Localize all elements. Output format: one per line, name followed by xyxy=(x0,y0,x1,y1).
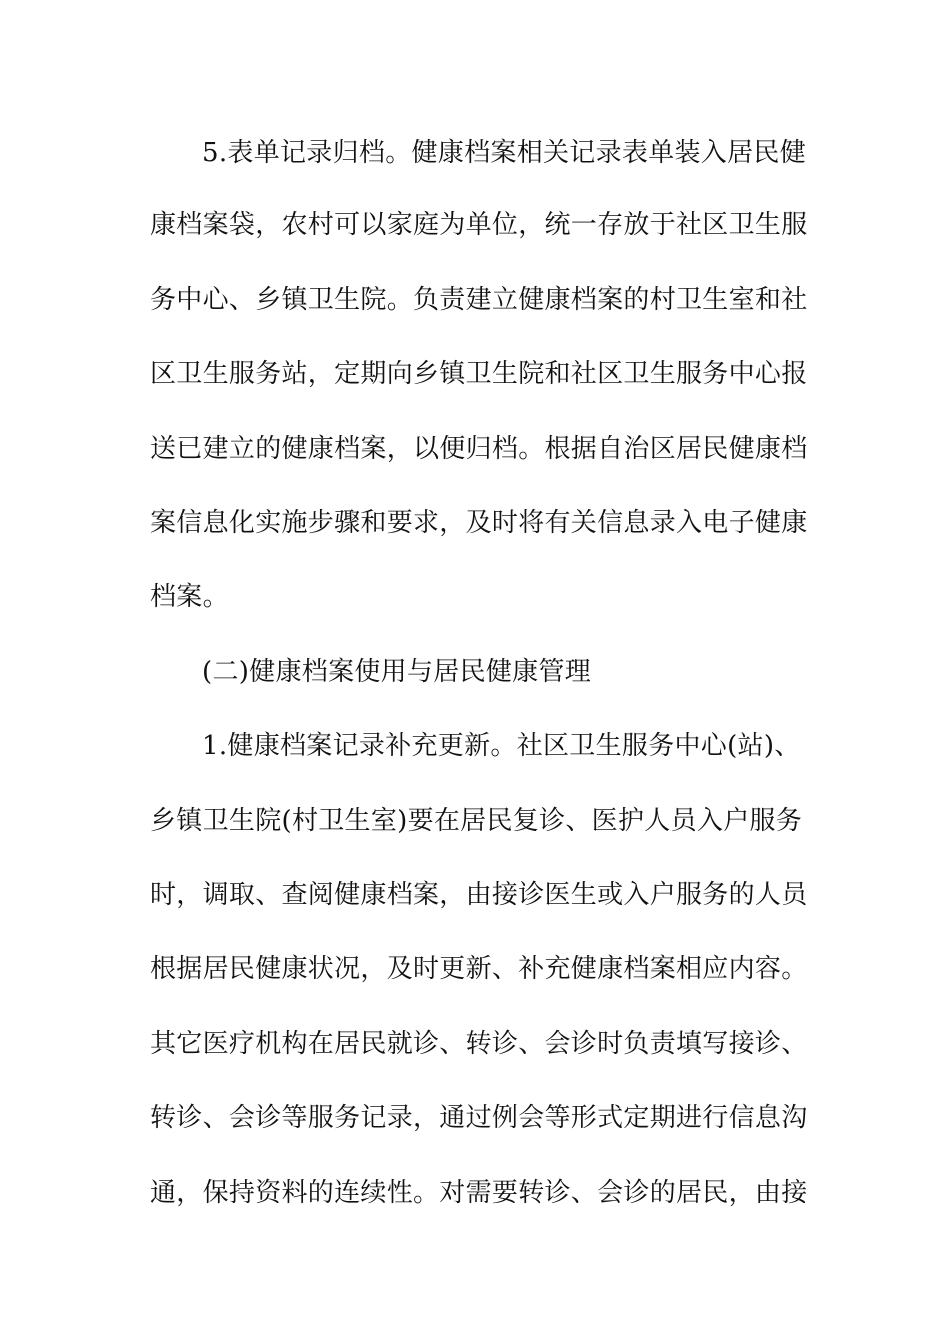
paragraph-line: 乡镇卫生院(村卫生室)要在居民复诊、医护人员入户服务 xyxy=(150,806,803,836)
paragraph-line: 务中心、乡镇卫生院。负责建立健康档案的村卫生室和社 xyxy=(150,285,808,315)
paragraph-line: 通，保持资料的连续性。对需要转诊、会诊的居民，由接 xyxy=(150,1178,808,1208)
paragraph-line: 转诊、会诊等服务记录，通过例会等形式定期进行信息沟 xyxy=(150,1103,808,1133)
paragraph-line: 区卫生服务站，定期向乡镇卫生院和社区卫生服务中心报 xyxy=(150,359,808,389)
paragraph-line: 5.表单记录归档。健康档案相关记录表单装入居民健 xyxy=(202,138,807,168)
section-heading: (二)健康档案使用与居民健康管理 xyxy=(202,657,592,687)
paragraph-line: 康档案袋，农村可以家庭为单位，统一存放于社区卫生服 xyxy=(150,210,808,240)
paragraph-line: 案信息化实施步骤和要求，及时将有关信息录入电子健康 xyxy=(150,508,808,538)
paragraph-line: 根据居民健康状况，及时更新、补充健康档案相应内容。 xyxy=(150,954,808,984)
paragraph-line: 送已建立的健康档案，以便归档。根据自治区居民健康档 xyxy=(150,434,808,464)
paragraph-line: 其它医疗机构在居民就诊、转诊、会诊时负责填写接诊、 xyxy=(150,1029,808,1059)
paragraph-line: 1.健康档案记录补充更新。社区卫生服务中心(站)、 xyxy=(202,731,801,761)
paragraph-line: 时，调取、查阅健康档案，由接诊医生或入户服务的人员 xyxy=(150,880,808,910)
paragraph-line: 档案。 xyxy=(150,582,229,612)
